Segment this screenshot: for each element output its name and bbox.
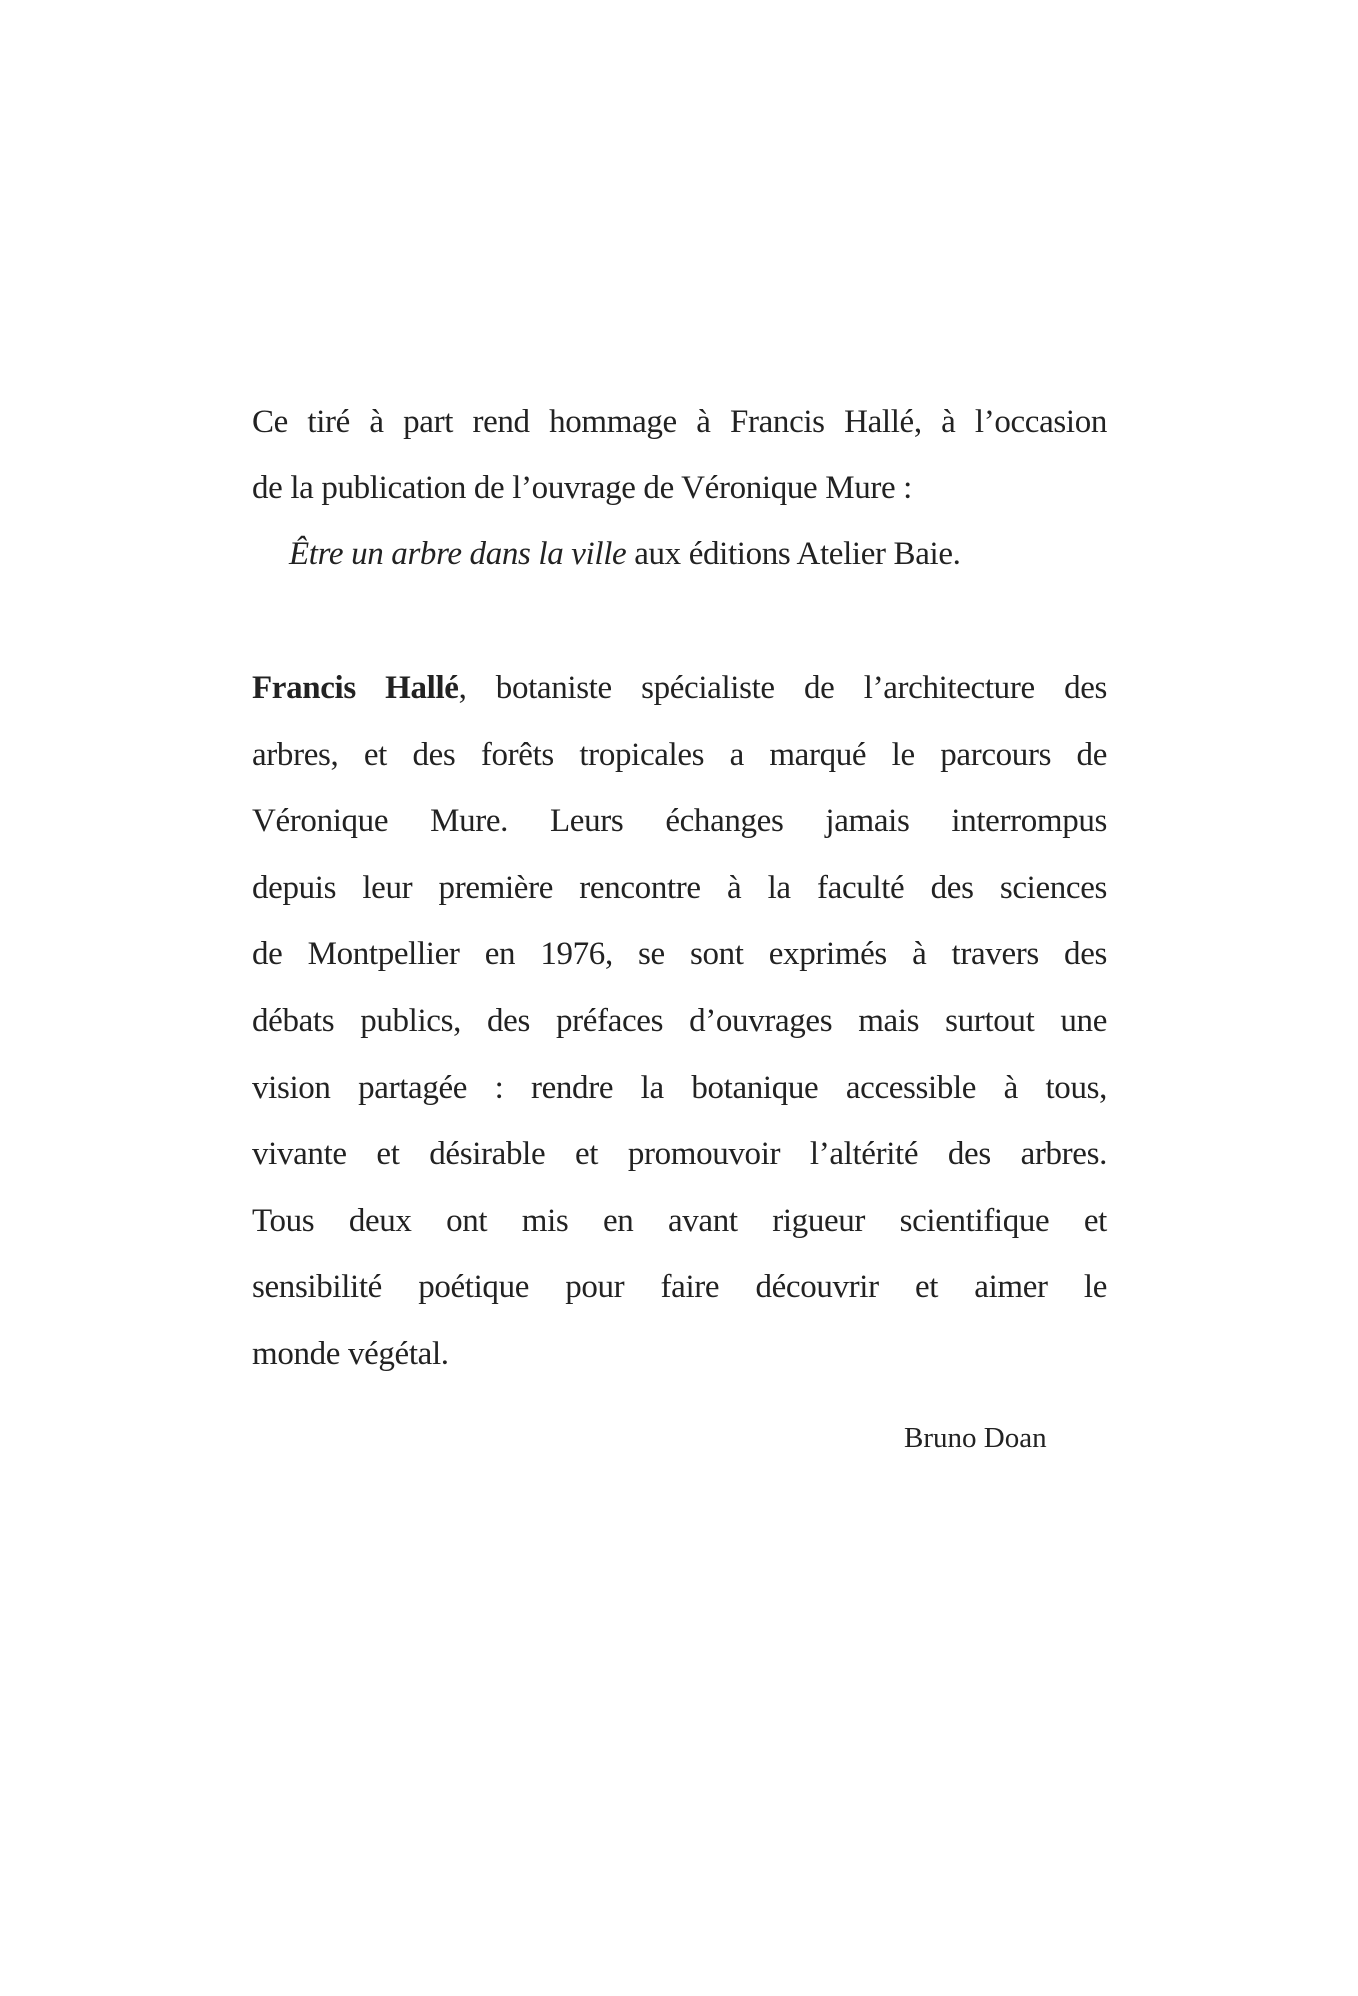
body-line: Véronique Mure. Leurs échanges jamais interrompus <box>252 803 1107 840</box>
body-line-last: monde végétal. <box>252 1336 449 1372</box>
body-line: sensibilité poétique pour faire découvrir et aimer le <box>252 1269 1107 1306</box>
body-line: vivante et désirable et promouvoir l’altérité des arbres. <box>252 1136 1107 1173</box>
body-line-1 <box>252 655 1107 721</box>
body-line: de Montpellier en 1976, se sont exprimés à travers des <box>252 936 1107 973</box>
book-title: Être un arbre dans la ville <box>289 536 627 572</box>
intro-line-3 <box>289 521 961 587</box>
body-line: Tous deux ont mis en avant rigueur scientifique et <box>252 1202 1107 1239</box>
publisher-text: aux éditions Atelier Baie. <box>626 536 961 572</box>
body-line: débats publics, des préfaces d’ouvrages mais surtout une <box>252 1003 1107 1039</box>
body-line: depuis leur première rencontre à la faculté des sciences <box>252 869 1107 906</box>
body-line: arbres, et des forêts tropicales a marqué le parcours de <box>252 736 1107 773</box>
body-line: vision partagée : rendre la botanique accessible à tous, <box>252 1069 1107 1106</box>
intro-line-2: de la publication de l’ouvrage de Véronique Mure : <box>252 470 912 506</box>
signature: Bruno Doan <box>904 1422 1047 1454</box>
subject-name: Francis Hallé <box>252 670 459 706</box>
intro-line-1: Ce tiré à part rend hommage à Francis Hallé, à l’occasion <box>252 404 1107 440</box>
body-line-1-text: , botaniste spécialiste de l’architecture des <box>458 670 1108 706</box>
